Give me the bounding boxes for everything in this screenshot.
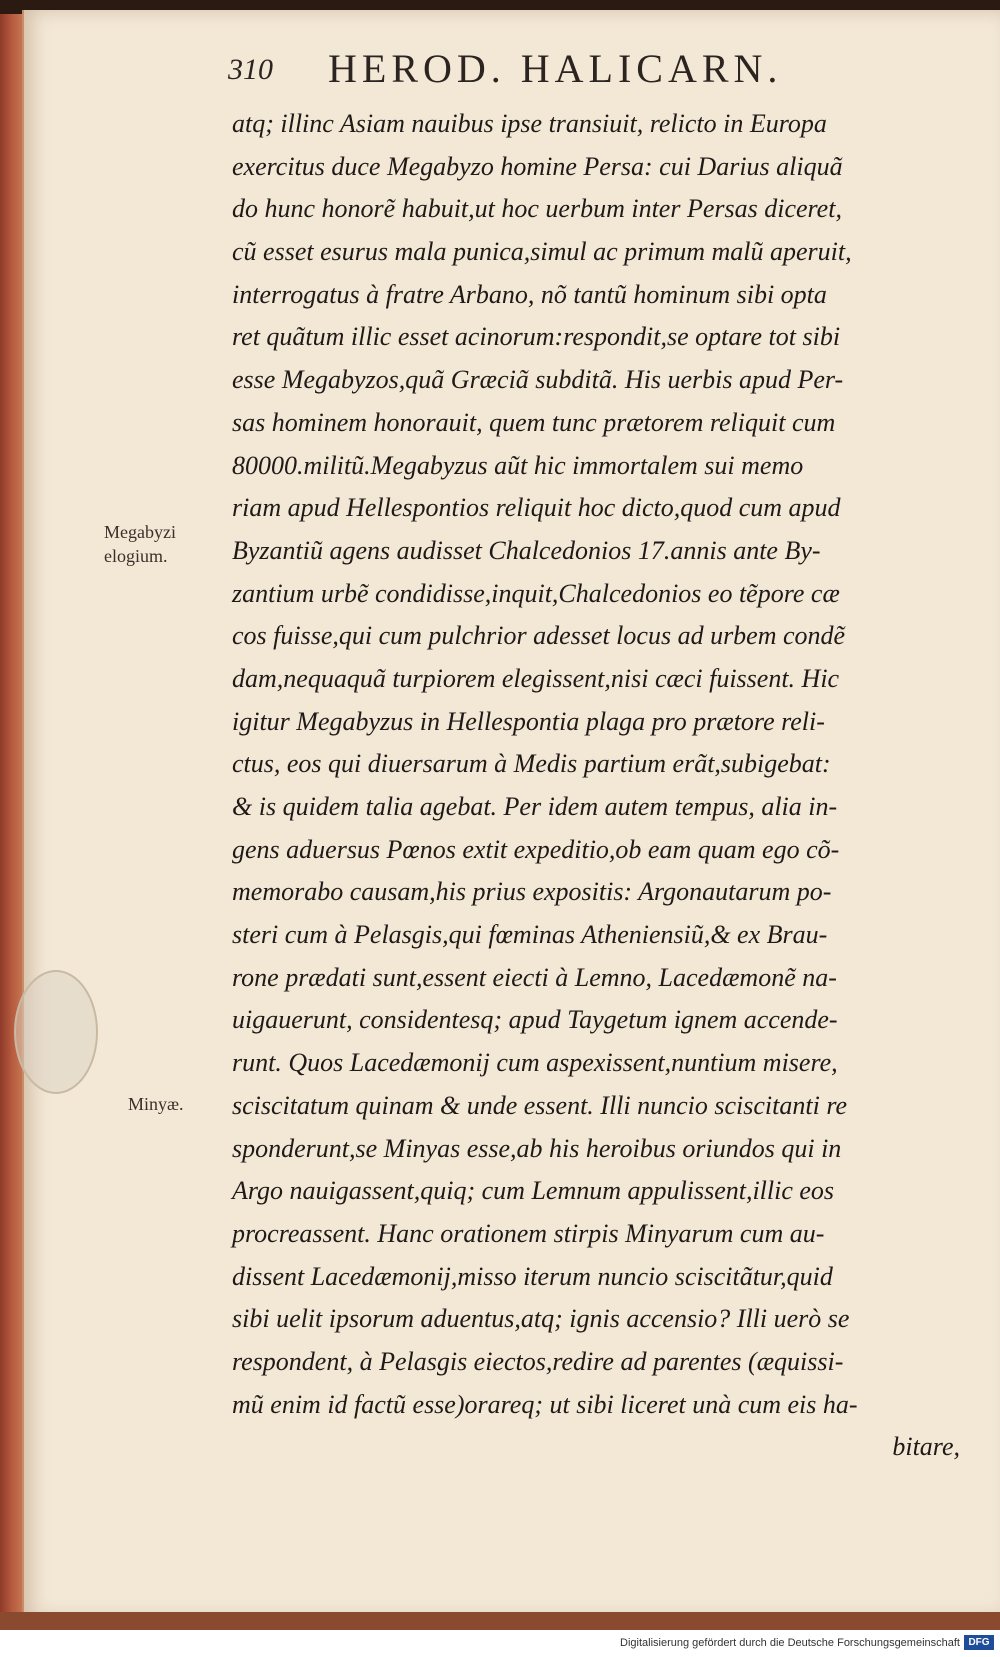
text-line: Byzantiũ agens audisset Chalcedonios 17.annis ante By-: [232, 535, 821, 565]
text-line-catchword: bitare,: [892, 1432, 960, 1462]
text-line: rone prædati sunt,essent eiecti à Lemno, Lacedæmonẽ na-: [232, 962, 837, 992]
text-line: sciscitatum quinam & unde essent. Illi nuncio sciscitanti re: [232, 1090, 848, 1120]
text-line: ret quãtum illic esset acinorum:respondit,se optare tot sibi: [232, 322, 841, 352]
clasp-shadow: [14, 970, 98, 1094]
running-head: HEROD. HALICARN.: [328, 46, 783, 91]
text-line: cos fuisse,qui cum pulchrior adesset locus ad urbem condẽ: [232, 621, 846, 651]
page-number: 310: [228, 53, 273, 86]
page-header: [228, 45, 928, 95]
text-line: memorabo causam,his prius expositis: Argonautarum po-: [232, 877, 832, 907]
text-line: gens aduersus Pœnos extit expeditio,ob eam quam ego cõ-: [232, 834, 840, 864]
text-line: Argo nauigassent,quiq; cum Lemnum appulissent,illic eos: [232, 1176, 835, 1206]
book-bottom-edge: [0, 1612, 1000, 1630]
text-line: dissent Lacedæmonij,misso iterum nuncio sciscitãtur,quid: [232, 1261, 833, 1291]
text-line: cũ esset esurus mala punica,simul ac primum malũ aperuit,: [232, 237, 852, 267]
text-line: exercitus duce Megabyzo homine Persa: cui Darius aliquã: [232, 151, 843, 181]
text-line: esse Megabyzos,quã Græciã subditã. His uerbis apud Per-: [232, 365, 844, 395]
margin-note-line: Megabyzi: [104, 522, 176, 542]
text-line: & is quidem talia agebat. Per idem autem tempus, alia in-: [232, 792, 838, 821]
text-line: zantium urbẽ condidisse,inquit,Chalcedonios eo tẽpore cæ: [232, 578, 840, 608]
text-line: igitur Megabyzus in Hellespontia plaga pro prætore reli-: [232, 706, 825, 736]
text-line: sas hominem honorauit, quem tunc prætorem reliquit cum: [232, 407, 836, 437]
text-line: riam apud Hellespontios reliquit hoc dicto,quod cum apud: [232, 493, 841, 523]
body-text: [232, 103, 972, 1469]
margin-note-line: Minyæ.: [128, 1094, 184, 1114]
text-line: sponderunt,se Minyas esse,ab his heroibus oriundos qui in: [232, 1133, 842, 1163]
margin-note-line: elogium.: [104, 546, 168, 566]
text-line: dam,nequaquã turpiorem elegissent,nisi cæci fuissent. Hic: [232, 663, 840, 693]
margin-note-megabyzi: [104, 520, 176, 568]
text-line: interrogatus à fratre Arbano, nõ tantũ hominum sibi opta: [232, 279, 827, 309]
text-line: do hunc honorẽ habuit,ut hoc uerbum inter Persas diceret,: [232, 194, 842, 224]
text-line: steri cum à Pelasgis,qui fœminas Atheniensiũ,& ex Brau-: [232, 920, 828, 950]
digitization-credit: Digitalisierung gefördert durch die Deutsche Forschungsgemeinschaft: [620, 1637, 960, 1649]
text-line: respondent, à Pelasgis eiectos,redire ad parentes (æquissi-: [232, 1346, 844, 1376]
text-line: sibi uelit ipsorum aduentus,atq; ignis accensio? Illi uerò se: [232, 1304, 850, 1334]
text-line: 80000.militũ.Megabyzus aũt hic immortalem sui memo: [232, 450, 804, 480]
dfg-logo: DFG: [964, 1635, 994, 1650]
text-line: runt. Quos Lacedæmonij cum aspexissent,nuntium misere,: [232, 1048, 838, 1078]
margin-note-minyae: [128, 1092, 184, 1116]
text-line: ctus, eos qui diuersarum à Medis partium erãt,subigebat:: [232, 749, 831, 779]
text-line: procreassent. Hanc orationem stirpis Minyarum cum au-: [232, 1218, 825, 1248]
text-line: atq; illinc Asiam nauibus ipse transiuit, relicto in Europa: [232, 109, 827, 138]
text-line: mũ enim id factũ esse)orareq; ut sibi liceret unà cum eis ha-: [232, 1389, 858, 1419]
text-line: uigauerunt, considentesq; apud Taygetum ignem accende-: [232, 1005, 838, 1035]
